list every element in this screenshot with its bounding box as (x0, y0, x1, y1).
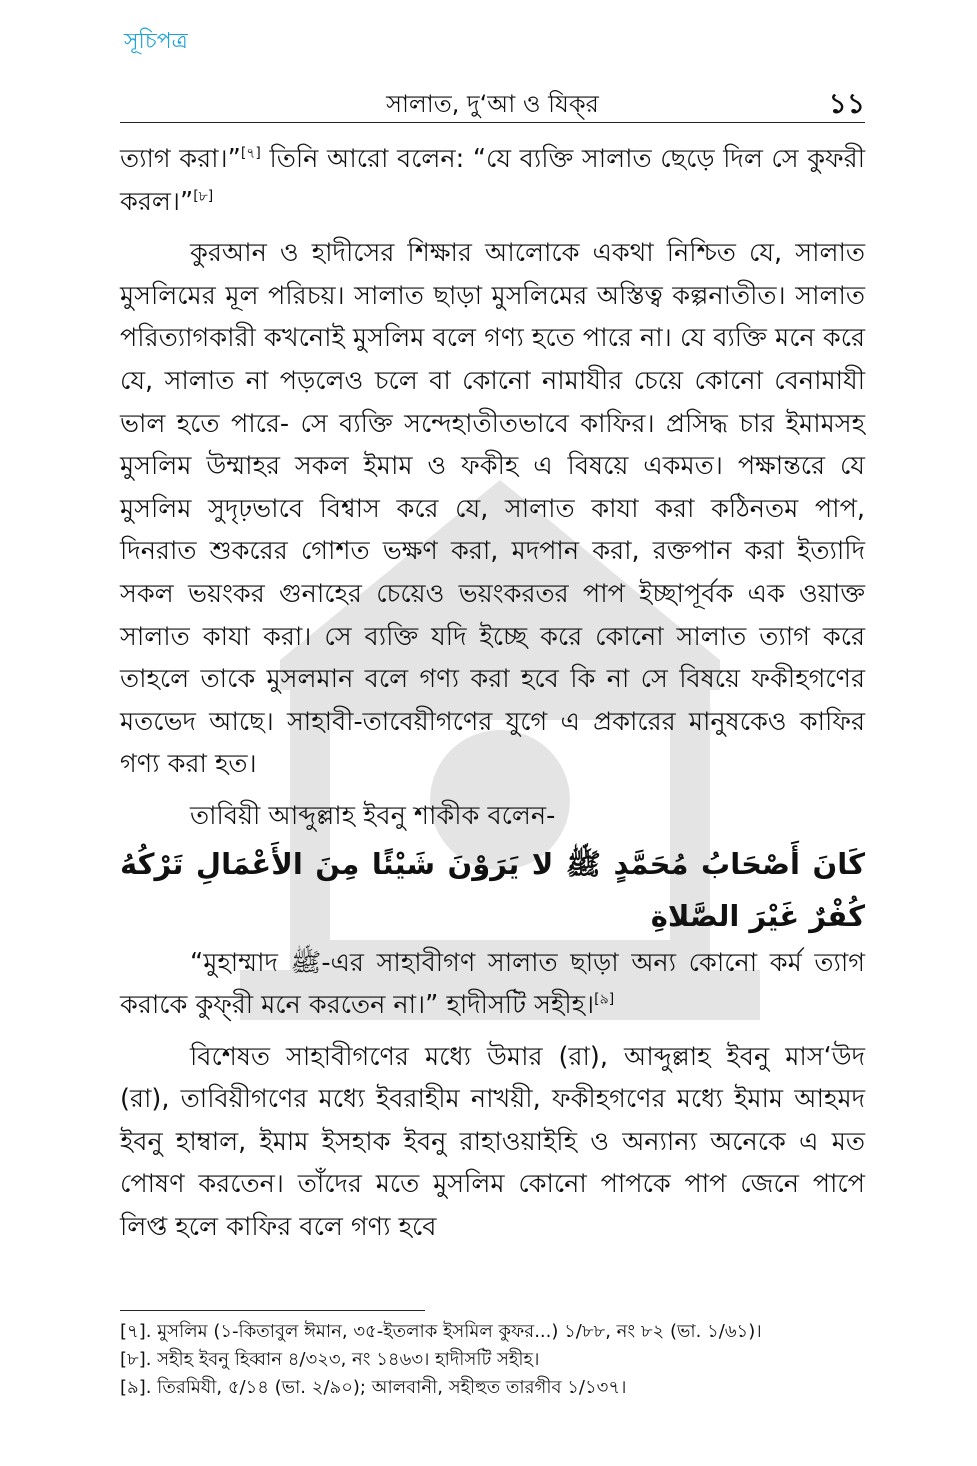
p1-text-a: ত্যাগ করা।” (120, 144, 241, 174)
footnote-divider (120, 1310, 425, 1311)
running-title: সালাত, দু‘আ ও যিক্‌র (386, 90, 599, 118)
paragraph-4 (120, 942, 865, 1027)
running-header (120, 78, 865, 123)
p1-text-b: তিনি আরো বলেন: “যে ব্যক্তি সালাত ছেড়ে দিল সে কুফরী করল।” (120, 144, 865, 217)
footnote-ref-7[interactable]: [৭] (240, 145, 261, 162)
footnote-9: [৯]. তিরমিযী, ৫/১৪ (ভা. ২/৯০); আলবানী, সহীহুত তারগীব ১/১৩৭। (120, 1377, 627, 1398)
footnotes (120, 1318, 865, 1402)
arabic-hadith: كَانَ أَصْحَابُ مُحَمَّدٍ ﷺ لا يَرَوْنَ شَيْئًا مِنَ الأَعْمَالِ تَرْكُهُ كُفْرٌ غَيْرَ الصَّلاةِ (120, 846, 865, 933)
paragraph-1 (120, 138, 865, 223)
paragraph-5: বিশেষত সাহাবীগণের মধ্যে উমার (রা), আব্দুল্লাহ ইবনু মাস‘উদ (রা), তাবিয়ীগণের মধ্যে ইবরাহীম নাখয়ী, ফকীহগণের মধ্যে ইমাম আহমদ ইবনু হাম্বাল, ইমাম ইসহাক ইবনু রাহাওয়াইহি ও অন্যান্য অনেকে এ মত পোষণ করতেন। তাঁদের মতে মুসলিম কোনো পাপকে পাপ জেনে পাপে লিপ্ত হলে কাফির বলে গণ্য হবে (120, 1041, 865, 1243)
footnote-7: [৭]. মুসলিম (১-কিতাবুল ঈমান, ৩৫-ইতলাক ইসমিল কুফর...) ১/৮৮, নং ৮২ (ভা. ১/৬১)। (120, 1321, 762, 1342)
body-text (120, 138, 865, 1249)
toc-link[interactable]: সূচিপত্র (124, 29, 188, 54)
footnote-8: [৮]. সহীহ ইবনু হিব্বান ৪/৩২৩, নং ১৪৬৩। হাদীসটি সহীহ। (120, 1349, 540, 1370)
page-number: ১১ (828, 87, 865, 120)
footnote-ref-9[interactable]: [৯] (594, 991, 615, 1008)
paragraph-3: তাবিয়ী আব্দুল্লাহ ইবনু শাকীক বলেন- (190, 800, 556, 831)
footnote-ref-8[interactable]: [৮] (193, 188, 214, 205)
p4-text: “মুহাম্মাদ ﷺ-এর সাহাবীগণ সালাত ছাড়া অন্য কোনো কর্ম ত্যাগ করাকে কুফ্‌রী মনে করতেন না।” হাদীসটি সহীহ। (120, 947, 865, 1021)
paragraph-2: কুরআন ও হাদীসের শিক্ষার আলোকে একথা নিশ্চিত যে, সালাত মুসলিমের মূল পরিচয়। সালাত ছাড়া মুসলিমের অস্তিত্ব কল্পনাতীত। সালাত পরিত্যাগকারী কখনোই মুসলিম বলে গণ্য হতে পারে না। যে ব্যক্তি মনে করে যে, সালাত না পড়লেও চলে বা কোনো নামাযীর চেয়ে কোনো বেনামাযী ভাল হতে পারে- সে ব্যক্তি সন্দেহাতীতভাবে কাফির। প্রসিদ্ধ চার ইমামসহ মুসলিম উম্মাহর সকল ইমাম ও ফকীহ এ বিষয়ে একমত। পক্ষান্তরে যে মুসলিম সুদৃঢ়ভাবে বিশ্বাস করে যে, সালাত কাযা করা কঠিনতম পাপ, দিনরাত শুকরের গোশত ভক্ষণ করা, মদপান করা, রক্তপান করা ইত্যাদি সকল ভয়ংকর গুনাহের চেয়েও ভয়ংকরতর পাপ ইচ্ছাপূর্বক এক ওয়াক্ত সালাত কাযা করা। সে ব্যক্তি যদি ইচ্ছে করে কোনো সালাত ত্যাগ করে তাহলে তাকে মুসলমান বলে গণ্য করা হবে কি না সে বিষয়ে ফকীহগণের মতভেদ আছে। সাহাবী-তাবেয়ীগণের যুগে এ প্রকারের মানুষকেও কাফির গণ্য করা হত। (120, 238, 865, 780)
